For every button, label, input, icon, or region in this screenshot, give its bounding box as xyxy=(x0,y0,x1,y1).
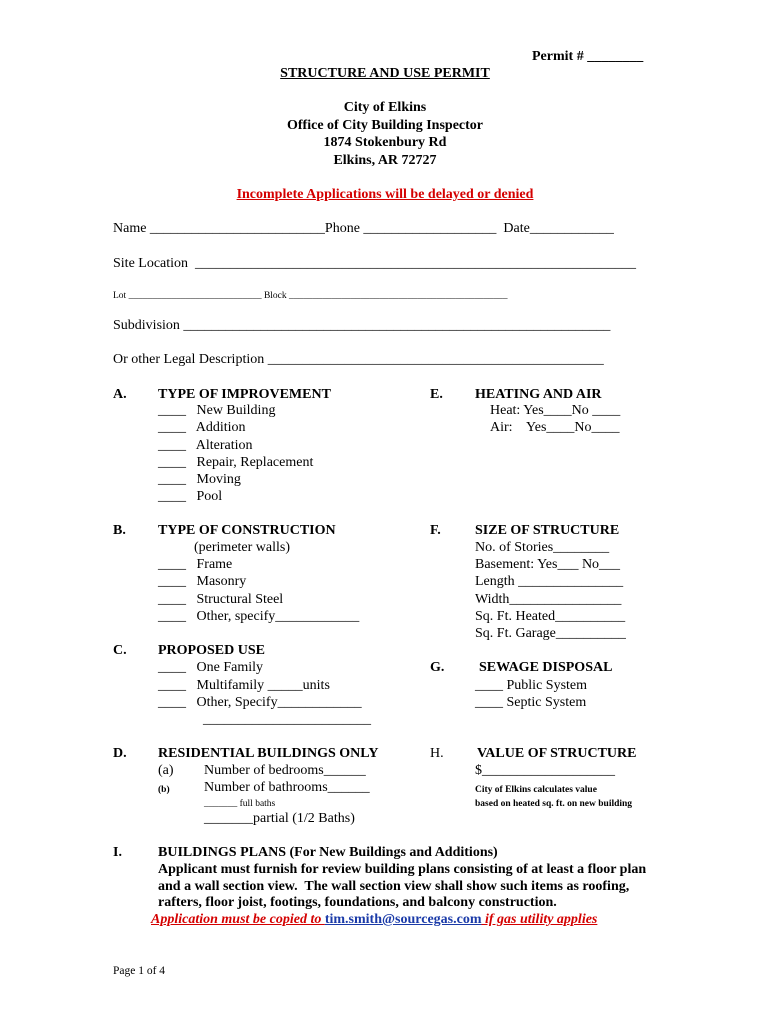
city-name: City of Elkins xyxy=(343,100,427,115)
bathrooms-label: (b) xyxy=(158,785,170,795)
email-link[interactable]: tim.smith@sourcegas.com xyxy=(324,912,482,927)
section-d-letter: D. xyxy=(113,746,127,761)
section-i-title: BUILDINGS PLANS (For New Buildings and Additions) xyxy=(158,845,498,860)
section-c-title: PROPOSED USE xyxy=(158,643,265,658)
section-c-letter: C. xyxy=(113,643,127,658)
construction-other[interactable]: ____ Other, specify____________ xyxy=(158,609,360,624)
construction-masonry[interactable]: ____ Masonry xyxy=(158,574,247,589)
use-other-extra-line[interactable]: ________________________ xyxy=(203,712,371,727)
copy-instruction-pre: Application must be copied to xyxy=(151,912,325,927)
copy-instruction xyxy=(151,911,597,928)
copy-instruction-post: if gas utility applies xyxy=(481,912,598,927)
bathrooms-field[interactable]: Number of bathrooms______ xyxy=(204,780,370,795)
sewage-septic[interactable]: ____ Septic System xyxy=(475,695,587,710)
section-h-letter: H. xyxy=(430,746,444,761)
use-one-family[interactable]: ____ One Family xyxy=(158,660,263,675)
air-field[interactable]: Air: Yes____No____ xyxy=(490,420,620,435)
name-phone-date-field[interactable]: Name _________________________Phone ___________________ Date____________ xyxy=(113,221,614,236)
section-f-letter: F. xyxy=(430,523,441,538)
street-address: 1874 Stokenbury Rd xyxy=(323,135,447,150)
section-e-title: HEATING AND AIR xyxy=(475,387,602,402)
office-name: Office of City Building Inspector xyxy=(287,118,483,133)
heat-field[interactable]: Heat: Yes____No ____ xyxy=(490,403,621,418)
section-b-subtitle: (perimeter walls) xyxy=(194,540,291,555)
improvement-pool[interactable]: ____ Pool xyxy=(158,489,223,504)
section-h-title: VALUE OF STRUCTURE xyxy=(477,746,637,761)
basement-field[interactable]: Basement: Yes___ No___ xyxy=(475,557,621,572)
sqft-garage-field[interactable]: Sq. Ft. Garage__________ xyxy=(475,626,626,641)
stories-field[interactable]: No. of Stories________ xyxy=(475,540,610,555)
permit-number: Permit # ________ xyxy=(532,49,644,64)
lot-block-field[interactable]: Lot ____________________________ Block ______________________________________________ xyxy=(113,291,508,301)
bedrooms-field[interactable]: Number of bedrooms______ xyxy=(204,763,366,778)
plans-text-line1: Applicant must furnish for review building plans consisting of at least a floor plan xyxy=(158,862,647,877)
section-i-letter: I. xyxy=(113,845,122,860)
legal-description-field[interactable]: Or other Legal Description ________________________________________________ xyxy=(113,352,604,367)
construction-steel[interactable]: ____ Structural Steel xyxy=(158,592,284,607)
section-g-title: SEWAGE DISPOSAL xyxy=(479,660,613,675)
plans-text-line3: rafters, floor joist, footings, foundations, and balcony construction. xyxy=(158,895,557,910)
full-baths-field[interactable]: _______ full baths xyxy=(204,799,276,809)
improvement-repair[interactable]: ____ Repair, Replacement xyxy=(158,455,314,470)
value-field[interactable]: $___________________ xyxy=(475,763,615,778)
section-g-letter: G. xyxy=(430,660,445,675)
subdivision-field[interactable]: Subdivision _____________________________________________________________ xyxy=(113,318,611,333)
bedrooms-label: (a) xyxy=(158,763,174,778)
page-title: STRUCTURE AND USE PERMIT xyxy=(280,66,490,81)
section-b-letter: B. xyxy=(113,523,126,538)
use-multifamily[interactable]: ____ Multifamily _____units xyxy=(158,678,330,693)
sewage-public[interactable]: ____ Public System xyxy=(475,678,588,693)
value-note-line1: City of Elkins calculates value xyxy=(475,785,597,795)
use-other[interactable]: ____ Other, Specify____________ xyxy=(158,695,362,710)
value-note-line2: based on heated sq. ft. on new building xyxy=(475,799,633,809)
section-a-letter: A. xyxy=(113,387,127,402)
width-field[interactable]: Width________________ xyxy=(475,592,622,607)
construction-frame[interactable]: ____ Frame xyxy=(158,557,233,572)
improvement-moving[interactable]: ____ Moving xyxy=(158,472,241,487)
length-field[interactable]: Length _______________ xyxy=(475,574,624,589)
site-location-field[interactable]: Site Location _______________________________________________________________ xyxy=(113,256,637,271)
section-a-title: TYPE OF IMPROVEMENT xyxy=(158,387,331,402)
page-number: Page 1 of 4 xyxy=(113,965,166,977)
incomplete-warning: Incomplete Applications will be delayed or denied xyxy=(236,187,534,202)
section-f-title: SIZE OF STRUCTURE xyxy=(475,523,620,538)
section-b-title: TYPE OF CONSTRUCTION xyxy=(158,523,336,538)
improvement-addition[interactable]: ____ Addition xyxy=(158,420,246,435)
improvement-alteration[interactable]: ____ Alteration xyxy=(158,438,253,453)
partial-baths-field[interactable]: _______partial (1/2 Baths) xyxy=(204,811,355,826)
sqft-heated-field[interactable]: Sq. Ft. Heated__________ xyxy=(475,609,626,624)
section-e-letter: E. xyxy=(430,387,443,402)
plans-text-line2: and a wall section view. The wall section view shall show such items as roofing, xyxy=(158,879,630,894)
section-d-title: RESIDENTIAL BUILDINGS ONLY xyxy=(158,746,379,761)
city-state-zip: Elkins, AR 72727 xyxy=(333,153,437,168)
improvement-new-building[interactable]: ____ New Building xyxy=(158,403,276,418)
